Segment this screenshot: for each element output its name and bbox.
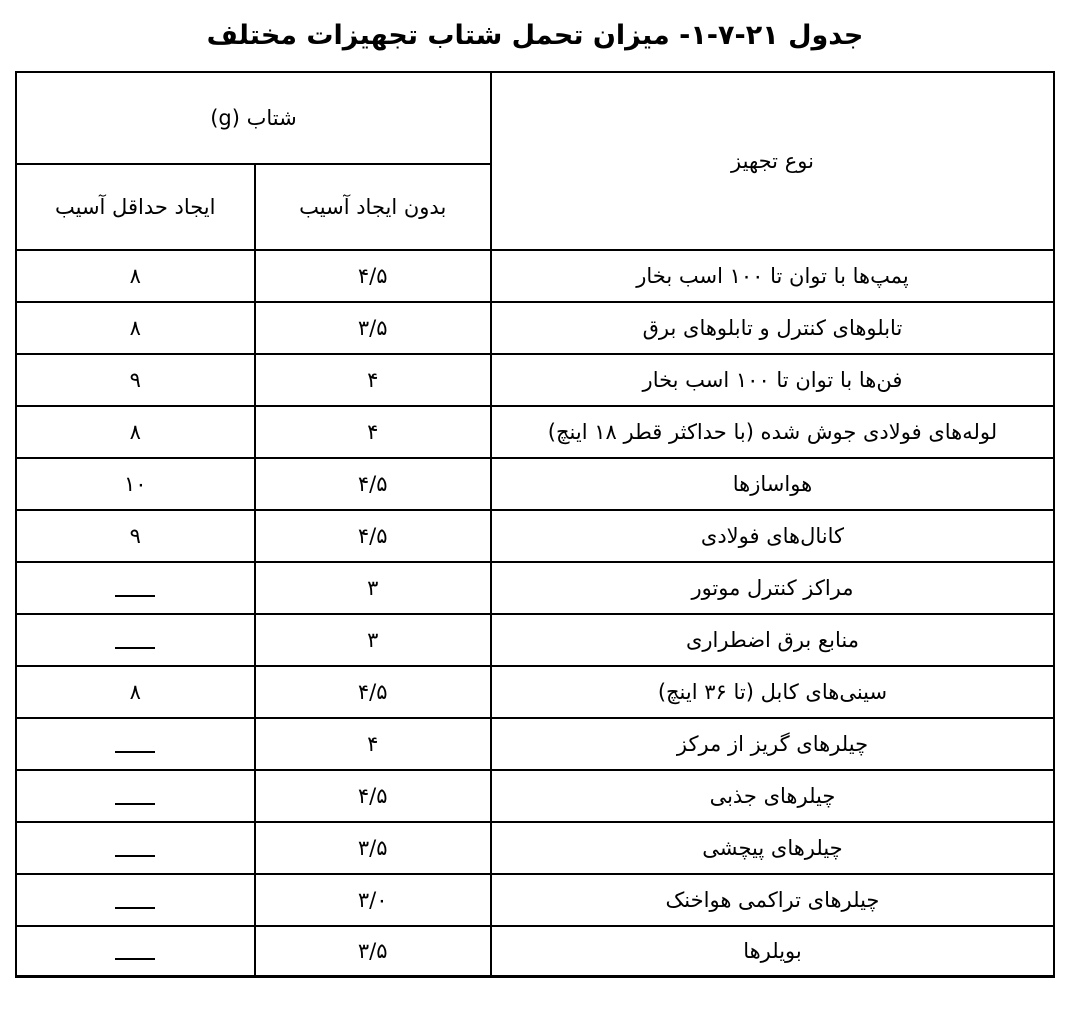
cell-equipment-type: پمپ‌ها با توان تا ۱۰۰ اسب بخار — [491, 250, 1054, 302]
empty-dash — [115, 803, 155, 805]
table-row — [16, 718, 1054, 770]
table-row — [16, 770, 1054, 822]
cell-equipment-type: چیلرهای گریز از مرکز — [491, 718, 1054, 770]
cell-minimal-damage — [16, 718, 255, 770]
cell-equipment-type: چیلرهای جذبی — [491, 770, 1054, 822]
cell-equipment-type: بویلرها — [491, 926, 1054, 977]
cell-no-damage: ۳ — [255, 562, 491, 614]
cell-equipment-type: چیلرهای تراکمی هواخنک — [491, 874, 1054, 926]
cell-no-damage: ۳/۰ — [255, 874, 491, 926]
cell-minimal-damage: ۸ — [16, 666, 255, 718]
table-row — [16, 822, 1054, 874]
cell-minimal-damage: ۱۰ — [16, 458, 255, 510]
cell-no-damage: ۴/۵ — [255, 666, 491, 718]
cell-equipment-type: فن‌ها با توان تا ۱۰۰ اسب بخار — [491, 354, 1054, 406]
table-row — [16, 250, 1054, 302]
cell-no-damage: ۴ — [255, 354, 491, 406]
cell-minimal-damage: ۹ — [16, 354, 255, 406]
table-row — [16, 354, 1054, 406]
cell-no-damage: ۳ — [255, 614, 491, 666]
cell-equipment-type: منابع برق اضطراری — [491, 614, 1054, 666]
cell-minimal-damage — [16, 562, 255, 614]
cell-equipment-type: کانال‌های فولادی — [491, 510, 1054, 562]
table-body — [16, 250, 1054, 977]
cell-no-damage: ۳/۵ — [255, 822, 491, 874]
cell-minimal-damage — [16, 822, 255, 874]
table-row — [16, 302, 1054, 354]
cell-minimal-damage: ۸ — [16, 302, 255, 354]
empty-dash — [115, 751, 155, 753]
cell-minimal-damage — [16, 770, 255, 822]
header-no-damage: بدون ایجاد آسیب — [255, 164, 491, 250]
cell-minimal-damage: ۹ — [16, 510, 255, 562]
cell-no-damage: ۴/۵ — [255, 250, 491, 302]
empty-dash — [115, 647, 155, 649]
table-row — [16, 666, 1054, 718]
empty-dash — [115, 958, 155, 960]
empty-dash — [115, 855, 155, 857]
cell-minimal-damage: ۸ — [16, 250, 255, 302]
cell-minimal-damage — [16, 874, 255, 926]
table-row — [16, 926, 1054, 977]
cell-equipment-type: تابلوهای کنترل و تابلوهای برق — [491, 302, 1054, 354]
header-minimal-damage: ایجاد حداقل آسیب — [16, 164, 255, 250]
acceleration-table — [15, 71, 1055, 978]
cell-no-damage: ۳/۵ — [255, 926, 491, 977]
header-equipment-type: نوع تجهیز — [491, 72, 1054, 250]
table-row — [16, 458, 1054, 510]
cell-no-damage: ۴/۵ — [255, 510, 491, 562]
empty-dash — [115, 907, 155, 909]
cell-equipment-type: سینی‌های کابل (تا ۳۶ اینچ) — [491, 666, 1054, 718]
cell-no-damage: ۴ — [255, 406, 491, 458]
cell-no-damage: ۴/۵ — [255, 458, 491, 510]
table-row — [16, 510, 1054, 562]
cell-equipment-type: لوله‌های فولادی جوش شده (با حداکثر قطر ۱۸ اینچ) — [491, 406, 1054, 458]
cell-minimal-damage: ۸ — [16, 406, 255, 458]
table-row — [16, 614, 1054, 666]
cell-equipment-type: هواسازها — [491, 458, 1054, 510]
table-row — [16, 562, 1054, 614]
cell-no-damage: ۳/۵ — [255, 302, 491, 354]
cell-equipment-type: مراکز کنترل موتور — [491, 562, 1054, 614]
cell-equipment-type: چیلرهای پیچشی — [491, 822, 1054, 874]
table-row — [16, 406, 1054, 458]
cell-no-damage: ۴/۵ — [255, 770, 491, 822]
header-acceleration: شتاب (g) — [16, 72, 491, 164]
empty-dash — [115, 595, 155, 597]
cell-minimal-damage — [16, 614, 255, 666]
cell-no-damage: ۴ — [255, 718, 491, 770]
cell-minimal-damage — [16, 926, 255, 977]
table-row — [16, 874, 1054, 926]
table-title: جدول ۲۱-۷-۱- میزان تحمل شتاب تجهیزات مختلف — [206, 20, 864, 51]
